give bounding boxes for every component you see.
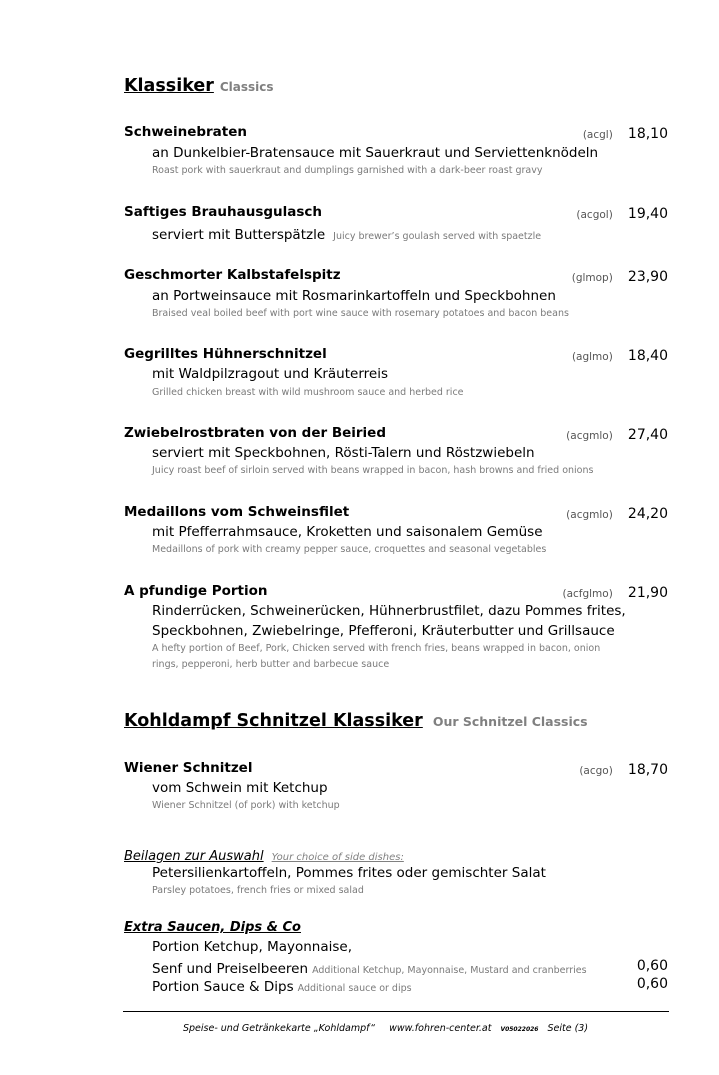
dish-price-row	[572, 266, 668, 285]
extras-line: Portion Sauce & Dips	[152, 979, 294, 995]
dish-description: serviert mit Butterspätzle	[152, 227, 326, 243]
dish-price-row	[572, 345, 668, 364]
dish-name: A pfundige Portion	[124, 583, 268, 599]
dish-price-row	[566, 503, 668, 522]
dish-name: Zwiebelrostbraten von der Beiried	[124, 425, 387, 441]
dish-english: Juicy roast beef of sirloin served with beans wrapped in bacon, hash browns and fried onions	[152, 465, 594, 476]
dish-price: 18,40	[627, 348, 668, 364]
dish-name: Geschmorter Kalbstafelspitz	[124, 267, 341, 283]
allergen-code: (acfglmo)	[562, 588, 613, 600]
dish-description: Rinderrücken, Schweinerücken, Hühnerbrustfilet, dazu Pommes frites,	[152, 603, 626, 619]
dish-description: an Dunkelbier-Bratensauce mit Sauerkraut und Serviettenknödeln	[152, 145, 599, 161]
sides-english: Parsley potatoes, french fries or mixed salad	[152, 885, 364, 896]
extras-english: Additional sauce or dips	[297, 983, 412, 994]
allergen-code: (acgol)	[576, 209, 613, 221]
dish-english: Roast pork with sauerkraut and dumplings garnished with a dark-beer roast gravy	[152, 165, 543, 176]
dish-description: vom Schwein mit Ketchup	[152, 780, 328, 796]
dish-price: 24,20	[627, 506, 668, 522]
dish-description: serviert mit Speckbohnen, Rösti-Talern und Röstzwiebeln	[152, 445, 535, 461]
dish-english: Braised veal boiled beef with port wine sauce with rosemary potatoes and bacon beans	[152, 308, 569, 319]
dish-description: Speckbohnen, Zwiebelringe, Pfefferoni, Kräuterbutter und Grillsauce	[152, 623, 615, 639]
dish-name: Medaillons vom Schweinsfilet	[124, 504, 350, 520]
extras-english: Additional Ketchup, Mayonnaise, Mustard and cranberries	[312, 965, 587, 976]
allergen-code: (acgl)	[582, 129, 613, 141]
dish-price: 18,10	[627, 126, 668, 142]
dish-name: Wiener Schnitzel	[124, 760, 253, 776]
allergen-code: (acgmlo)	[566, 430, 613, 442]
sides-description: Petersilienkartoffeln, Pommes frites oder gemischter Salat	[152, 865, 546, 881]
section-heading-schnitzel	[124, 711, 588, 731]
section-heading-classics	[124, 76, 274, 96]
footer-divider	[123, 1011, 669, 1012]
extras-line: Senf und Preiselbeeren	[152, 961, 309, 977]
footer-page: Seite (3)	[547, 1023, 589, 1034]
dish-name: Gegrilltes Hühnerschnitzel	[124, 346, 327, 362]
allergen-code: (aglmo)	[571, 351, 613, 363]
dish-english: Medaillons of pork with creamy pepper sauce, croquettes and seasonal vegetables	[152, 544, 547, 555]
allergen-code: (acgmlo)	[566, 509, 613, 521]
extras-price: 0,60	[636, 958, 668, 974]
dish-price: 18,70	[627, 762, 668, 778]
footer-title: Speise- und Getränkekarte „Kohldampf“	[183, 1023, 376, 1034]
dish-english: rings, pepperoni, herb butter and barbecue sauce	[152, 659, 390, 670]
extras-line-row	[152, 958, 587, 977]
dish-price-row	[562, 582, 668, 601]
section-title: Kohldampf Schnitzel Klassiker	[124, 711, 423, 731]
dish-description: mit Pfefferrahmsauce, Kroketten und saisonalem Gemüse	[152, 524, 543, 540]
dish-english: Grilled chicken breast with wild mushroom sauce and herbed rice	[152, 387, 464, 398]
extras-title: Extra Saucen, Dips & Co	[124, 920, 301, 935]
extras-price: 0,60	[636, 976, 668, 992]
section-title: Klassiker	[124, 76, 214, 96]
dish-english: Wiener Schnitzel (of pork) with ketchup	[152, 800, 340, 811]
dish-price: 21,90	[627, 585, 668, 601]
dish-description: mit Waldpilzragout und Kräuterreis	[152, 366, 388, 382]
dish-english: Juicy brewer’s goulash served with spaetzle	[333, 231, 542, 242]
footer-url: www.fohren-center.at	[389, 1023, 492, 1034]
sides-heading	[124, 845, 404, 864]
dish-name: Schweinebraten	[124, 124, 248, 140]
dish-description: an Portweinsauce mit Rosmarinkartoffeln und Speckbohnen	[152, 288, 556, 304]
sides-subtitle: Your choice of side dishes:	[271, 852, 404, 863]
dish-price-row	[579, 759, 668, 778]
dish-price-row	[583, 123, 668, 142]
dish-description-row	[152, 224, 541, 243]
dish-price: 19,40	[627, 206, 668, 222]
section-subtitle: Our Schnitzel Classics	[432, 714, 588, 729]
allergen-code: (acgo)	[579, 765, 613, 777]
dish-name: Saftiges Brauhausgulasch	[124, 204, 323, 220]
footer	[183, 1016, 588, 1035]
allergen-code: (glmop)	[571, 272, 613, 284]
dish-english: A hefty portion of Beef, Pork, Chicken served with french fries, beans wrapped in bacon, onion	[152, 643, 601, 654]
extras-line-row	[152, 976, 412, 995]
dish-price-row	[566, 424, 668, 443]
dish-price-row	[576, 203, 668, 222]
footer-version: V05022026	[500, 1026, 539, 1033]
extras-line: Portion Ketchup, Mayonnaise,	[152, 939, 353, 955]
section-subtitle: Classics	[219, 80, 274, 94]
sides-title: Beilagen zur Auswahl	[124, 849, 264, 864]
dish-price: 23,90	[627, 269, 668, 285]
dish-price: 27,40	[627, 427, 668, 443]
